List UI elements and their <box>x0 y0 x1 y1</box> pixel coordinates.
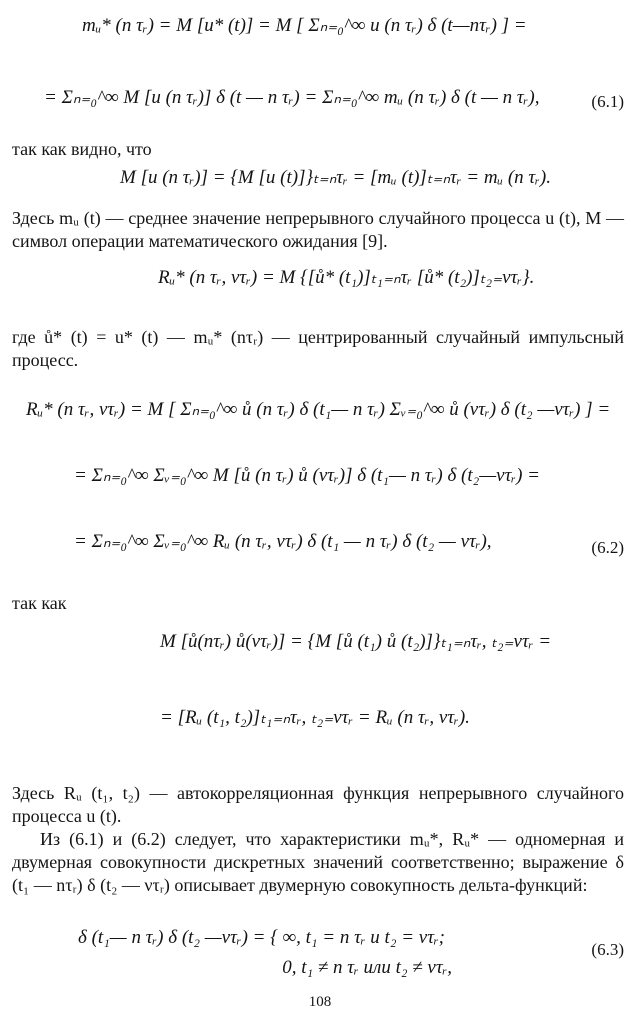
equation-6-3-line-1: δ (t₁— n τᵣ) δ (t₂ —ντᵣ) = { ∞, t₁ = n τᵣ и t₂ = ντᵣ; <box>78 927 446 948</box>
equation-6-1-line-2: = Σₙ₌₀^∞ M [u (n τᵣ)] δ (t — n τᵣ) = Σₙ₌₀^∞ mᵤ (n τᵣ) δ (t — n τᵣ), <box>44 87 540 108</box>
text-since: так как видно, что <box>12 139 152 159</box>
equation-expectation-2: = [Rᵤ (t₁, t₂)]ₜ₁₌ₙτᵣ, ₜ₂₌ντᵣ = Rᵤ (n τᵣ, ντᵣ). <box>160 707 470 728</box>
equation-6-2-line-2: = Σₙ₌₀^∞ Σᵥ₌₀^∞ M [ů (n τᵣ) ů (ντᵣ)] δ (t₁— n τᵣ) δ (t₂—ντᵣ) = <box>74 465 540 486</box>
equation-6-2-line-3: = Σₙ₌₀^∞ Σᵥ₌₀^∞ Rᵤ (n τᵣ, ντᵣ) δ (t₁ — n τᵣ) δ (t₂ — ντᵣ), <box>74 531 492 552</box>
equation-mean-identity: M [u (n τᵣ)] = {M [u (t)]}ₜ₌ₙτᵣ = [mᵤ (t)]ₜ₌ₙτᵣ = mᵤ (n τᵣ). <box>120 167 551 188</box>
equation-6-2-line-1: Rᵤ* (n τᵣ, ντᵣ) = M [ Σₙ₌₀^∞ ů (n τᵣ) δ (t₁— n τᵣ) Σᵥ₌₀^∞ ů (ντᵣ) δ (t₂ —ντᵣ) ] = <box>26 399 611 420</box>
equation-number-6-3: (6.3) <box>591 940 624 959</box>
equation-correlation-def: Rᵤ* (n τᵣ, ντᵣ) = M {[ů* (t₁)]ₜ₁₌ₙτᵣ [ů* (t₂)]ₜ₂₌ντᵣ}. <box>158 267 535 288</box>
equation-expectation-1: M [ů(nτᵣ) ů(ντᵣ)] = {M [ů (t₁) ů (t₂)]}ₜ₁₌ₙτᵣ, ₜ₂₌ντᵣ = <box>160 631 552 652</box>
equation-6-3-line-2: 0, t₁ ≠ n τᵣ или t₂ ≠ ντᵣ, <box>78 957 453 978</box>
equation-number-6-1: (6.1) <box>591 92 624 111</box>
text-since-2: так как <box>12 593 67 613</box>
equation-number-6-2: (6.2) <box>591 538 624 557</box>
equation-6-1-line-1: mᵤ* (n τᵣ) = M [u* (t)] = M [ Σₙ₌₀^∞ u (n τᵣ) δ (t—nτᵣ) ] = <box>82 15 527 36</box>
text-centered-process: где ů* (t) = u* (t) — mᵤ* (nτᵣ) — центрированный случайный импульсный процесс. <box>12 327 624 370</box>
text-from-6-1-6-2: Из (6.1) и (6.2) следует, что характеристики mᵤ*, Rᵤ* — одномерная и двумерная совокупности дискретных значений соответственно; выражение δ (t₁ — nτᵣ) δ (t₂ — ντᵣ) описывает двумерную совокупность дельта-функций: <box>12 829 624 895</box>
text-definition-mean: Здесь mᵤ (t) — среднее значение непрерывного случайного процесса u (t), M — символ операции математического ожидания [9]. <box>12 208 624 251</box>
page-number: 108 <box>308 994 332 1010</box>
text-autocorrelation: Здесь Rᵤ (t₁, t₂) — автокорреляционная функция непрерывного случайного процесса u (t). <box>12 783 624 826</box>
